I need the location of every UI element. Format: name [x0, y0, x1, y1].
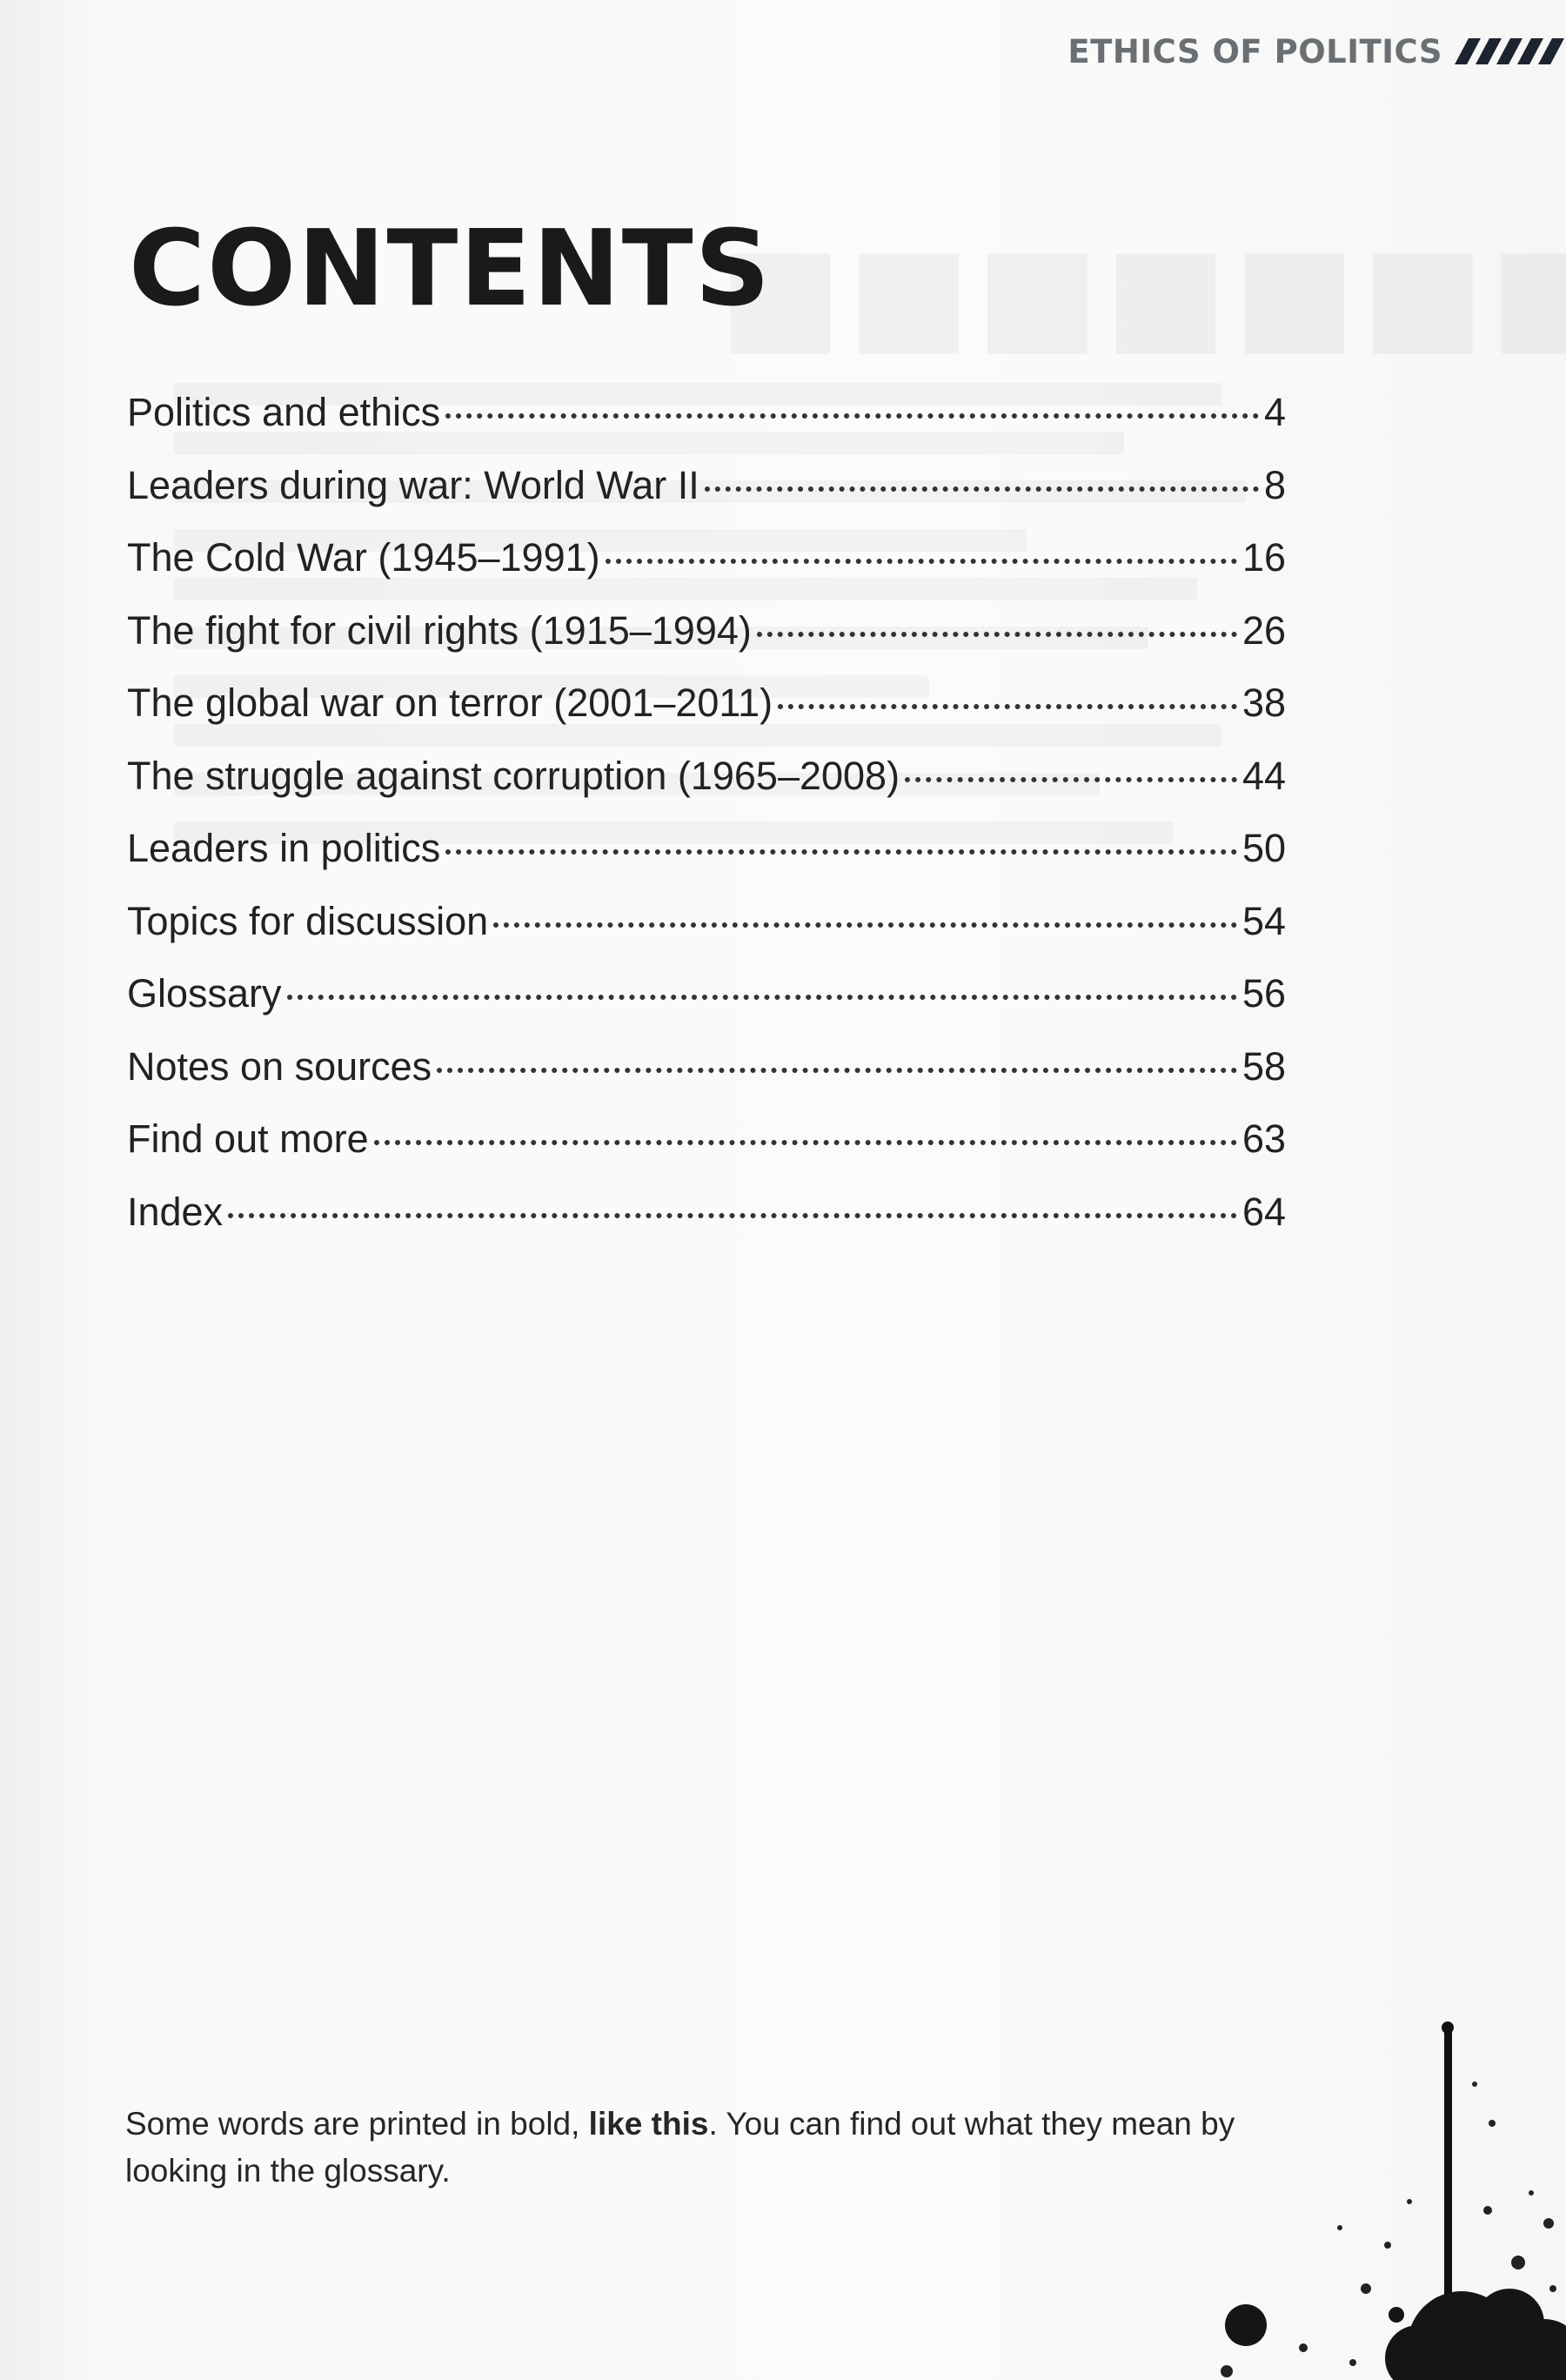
dot-leader — [287, 995, 1237, 1000]
toc-entry[interactable] — [127, 1044, 1286, 1117]
note-text-before: Some words are printed in bold, — [125, 2106, 589, 2142]
dot-leader — [705, 486, 1259, 492]
toc-entry[interactable] — [127, 390, 1286, 463]
dot-leader — [445, 413, 1259, 419]
series-title: ETHICS OF POLITICS — [1067, 32, 1442, 70]
toc-entry[interactable] — [127, 1190, 1286, 1263]
note-text-after: . You can find out what they mean by looking in the glossary. — [125, 2106, 1235, 2189]
toc-entry[interactable] — [127, 754, 1286, 827]
running-header — [1067, 30, 1566, 73]
stripe-decoration — [1462, 38, 1566, 64]
toc-entry[interactable] — [127, 463, 1286, 536]
toc-entry[interactable] — [127, 971, 1286, 1044]
toc-label: Index — [127, 1189, 224, 1234]
dot-leader — [493, 922, 1237, 928]
dot-leader — [778, 704, 1237, 709]
toc-page-number: 38 — [1241, 680, 1286, 725]
page-title: CONTENTS — [129, 209, 773, 330]
toc-page-number: 54 — [1241, 898, 1286, 943]
toc-entry[interactable] — [127, 680, 1286, 754]
toc-page-number: 16 — [1241, 535, 1286, 580]
toc-page-number: 4 — [1263, 390, 1286, 434]
toc-page-number: 64 — [1241, 1189, 1286, 1234]
toc-label: Notes on sources — [127, 1043, 432, 1089]
ink-splatter-decoration — [1201, 2001, 1566, 2380]
toc-label: Glossary — [127, 971, 282, 1016]
toc-page-number: 44 — [1241, 753, 1286, 798]
glossary-note — [125, 2101, 1256, 2195]
note-bold-example: like this — [588, 2106, 709, 2142]
dot-leader — [445, 849, 1237, 855]
toc-page-number: 50 — [1241, 826, 1286, 870]
toc-label: The fight for civil rights (1915–1994) — [127, 607, 752, 653]
toc-label: Find out more — [127, 1116, 369, 1161]
toc-page-number: 8 — [1263, 462, 1286, 507]
toc-label: The struggle against corruption (1965–2008) — [127, 753, 900, 798]
toc-page-number: 26 — [1241, 607, 1286, 653]
dot-leader — [606, 559, 1237, 564]
toc-entry[interactable] — [127, 535, 1286, 608]
dot-leader — [374, 1140, 1237, 1145]
toc-page-number: 58 — [1241, 1043, 1286, 1089]
toc-label: Politics and ethics — [127, 390, 441, 434]
toc-entry[interactable] — [127, 608, 1286, 681]
toc-label: Leaders in politics — [127, 826, 441, 870]
dot-leader — [757, 632, 1237, 637]
toc-label: The global war on terror (2001–2011) — [127, 680, 773, 725]
toc-entry[interactable] — [127, 1116, 1286, 1190]
toc-page-number: 63 — [1241, 1116, 1286, 1161]
dot-leader — [228, 1213, 1237, 1218]
dot-leader — [905, 777, 1237, 782]
toc-entry[interactable] — [127, 899, 1286, 972]
toc-label: Topics for discussion — [127, 898, 489, 943]
toc-entry[interactable] — [127, 826, 1286, 899]
toc-page-number: 56 — [1241, 971, 1286, 1016]
table-of-contents — [127, 390, 1286, 1262]
toc-label: The Cold War (1945–1991) — [127, 535, 600, 580]
show-through-decoration — [713, 218, 1566, 369]
toc-label: Leaders during war: World War II — [127, 462, 699, 507]
dot-leader — [437, 1068, 1237, 1073]
